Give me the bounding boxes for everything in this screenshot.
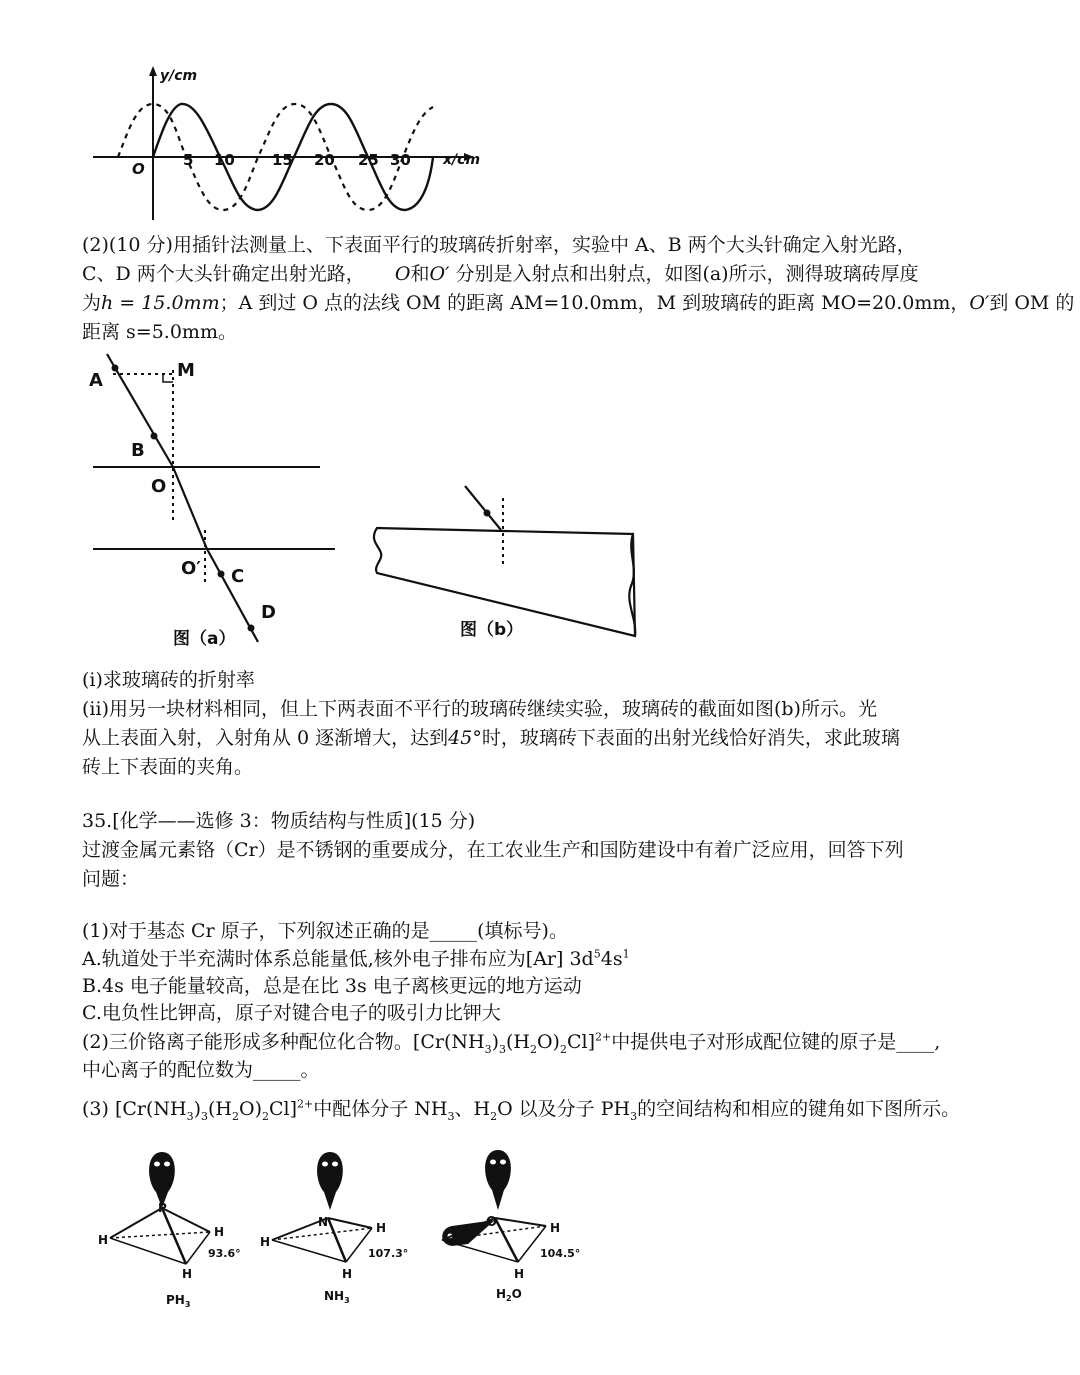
p3-i: 的空间结构和相应的键角如下图所示。: [637, 1098, 961, 1120]
sub-i: (i)求玻璃砖的折射率: [82, 669, 255, 691]
point-O: O: [394, 263, 411, 285]
sub-ii-line-2: [82, 725, 900, 752]
p2-sub3: 2: [529, 1042, 537, 1056]
q2-line-3b: ；A 到过 O 点的法线 OM 的距离 AM=10.0mm，M 到玻璃砖的距离 MO=20.0mm，: [219, 292, 970, 314]
q35-part-1: (1)对于基态 Cr 原子，下列叙述正确的是_____(填标号)。: [82, 920, 568, 942]
q2-line-3c: 到 OM 的: [989, 292, 1075, 314]
bond-line: [110, 1208, 162, 1238]
p2-f: 中提供电子对形成配位键的原子是____,: [611, 1031, 941, 1053]
lone-pair-ph3: [149, 1152, 175, 1208]
nh3-center: N: [318, 1215, 329, 1229]
p3-sup: 2+: [297, 1097, 314, 1111]
lone-pair-highlight: [154, 1162, 160, 1167]
ph3-h-bottom: H: [182, 1267, 193, 1281]
p3-sub6: 2: [490, 1109, 498, 1123]
bond-line: [162, 1208, 210, 1232]
nh3-h-bottom: H: [342, 1267, 353, 1281]
sub-ii-line-3: 砖上下表面的夹角。: [82, 756, 254, 778]
bond-line: [328, 1218, 372, 1228]
molecule-nh3: [260, 1152, 408, 1305]
figure-b-caption: 图（b）: [460, 620, 524, 640]
p2-sub2: 3: [498, 1042, 506, 1056]
option-B: B.4s 电子能量较高，总是在比 3s 电子离核更远的地方运动: [82, 975, 582, 997]
and-word: 和: [410, 263, 430, 285]
p3-sub7: 3: [630, 1109, 638, 1123]
p3-d: O): [239, 1098, 262, 1120]
ph3-name-sub: 3: [184, 1300, 191, 1309]
pin-D: [248, 625, 255, 632]
p3-sub1: 3: [186, 1109, 194, 1123]
y-axis-label: y/cm: [160, 68, 198, 84]
label-O: O: [151, 476, 167, 497]
pin-B: [151, 433, 158, 440]
bond-line: [442, 1240, 518, 1262]
p3-c: (H: [208, 1098, 232, 1120]
nh3-h-left: H: [260, 1235, 271, 1249]
q35-heading: 35.[化学——选修 3：物质结构与性质](15 分): [82, 810, 476, 832]
h2o-name-sub: 2: [506, 1294, 512, 1303]
x-tick-10: 10: [214, 151, 235, 169]
ph3-h-left: H: [98, 1233, 109, 1247]
y-axis-arrow: [149, 66, 157, 76]
label-M: M: [177, 360, 195, 381]
p3-sub2: 3: [201, 1109, 209, 1123]
nh3-name: [324, 1289, 350, 1305]
sub-ii-line-2a: 从上表面入射，入射角从 0 逐渐增大，达到: [82, 727, 449, 749]
ph3-name: [166, 1293, 190, 1309]
q2-line-2a: C、D 两个大头针确定出射光路，: [82, 263, 365, 285]
x-tick-25: 25: [358, 151, 379, 169]
label-B: B: [131, 440, 145, 461]
nh3-name-main: NH: [324, 1289, 345, 1303]
nh3-angle: 107.3°: [368, 1247, 409, 1260]
h2o-center: O: [486, 1215, 498, 1230]
q35-part-2: [82, 1029, 940, 1056]
point-O-prime: O′: [429, 263, 450, 285]
bond-line: [162, 1208, 186, 1264]
q2-line-2: [82, 261, 919, 288]
p3-a: (3) [Cr(NH: [82, 1098, 187, 1120]
bond-line: [110, 1238, 186, 1264]
ph3-name-main: PH: [166, 1293, 185, 1307]
p3-e: Cl]: [269, 1098, 298, 1120]
q2-line-4: 距离 s=5.0mm。: [82, 321, 237, 343]
p3-sub3: 2: [232, 1109, 239, 1123]
origin-label: O: [132, 160, 145, 178]
ph3-angle: 93.6°: [208, 1247, 241, 1260]
p2-d: O): [536, 1031, 560, 1053]
sub-ii-line-2b: 时，玻璃砖下表面的出射光线恰好消失，求此玻璃: [481, 727, 900, 749]
option-A-mid: 4s: [600, 948, 623, 970]
lone-pair-highlight: [490, 1160, 496, 1165]
lone-pair-highlight: [164, 1162, 170, 1167]
sub-ii-line-1: (ii)用另一块材料相同，但上下两表面不平行的玻璃砖继续实验，玻璃砖的截面如图(b)所示。光: [82, 698, 877, 720]
h2o-name-suffix: O: [511, 1287, 522, 1301]
q35-intro-1: 过渡金属元素铬（Cr）是不锈钢的重要成分，在工农业生产和国防建设中有着广泛应用，回答下列: [82, 839, 904, 861]
q2-line-3a: 为: [82, 292, 102, 314]
h2o-name: [496, 1287, 522, 1303]
label-D: D: [261, 602, 276, 623]
pin-C: [218, 571, 225, 578]
option-A-text: A.轨道处于半充满时体系总能量低,核外电子排布应为[Ar] 3d: [82, 948, 594, 970]
incident-ray-b: [465, 486, 501, 530]
q2-line-1: (2)(10 分)用插针法测量上、下表面平行的玻璃砖折射率，实验中 A、B 两个大头针确定入射光路，: [82, 234, 916, 256]
bond-line: [495, 1218, 518, 1262]
option-A: [82, 946, 630, 973]
ph3-center: P: [158, 1201, 167, 1215]
h2o-angle: 104.5°: [540, 1247, 581, 1260]
label-O-prime: O′: [181, 558, 202, 579]
figure-a-caption: 图（a）: [173, 629, 236, 649]
bond-line: [495, 1218, 546, 1226]
x-tick-20: 20: [314, 151, 335, 169]
p2-sub1: 3: [484, 1042, 492, 1056]
x-tick-5: 5: [183, 151, 194, 169]
h2o-h-bottom: H: [514, 1267, 525, 1281]
p2-e: Cl]: [566, 1031, 595, 1053]
x-tick-30: 30: [390, 151, 411, 169]
q2-line-3: [82, 290, 1074, 317]
label-A: A: [89, 370, 103, 391]
molecule-h2o: [442, 1150, 580, 1303]
option-A-sup2: 1: [622, 947, 630, 961]
p3-b: ): [193, 1098, 202, 1120]
ph3-h-right: H: [214, 1225, 225, 1239]
incident-angle: 45°: [448, 727, 482, 749]
option-A-sup1: 5: [593, 947, 601, 961]
nh3-h-right: H: [376, 1221, 387, 1235]
point-O-prime-2: O′: [969, 292, 990, 314]
p3-h: O 以及分子 PH: [497, 1098, 631, 1120]
right-angle-mark: [163, 374, 173, 382]
p2-sub4: 2: [559, 1042, 567, 1056]
p2-a: (2)三价铬离子能形成多种配位化合物。[Cr(NH: [82, 1031, 485, 1053]
p3-sub4: 2: [262, 1109, 269, 1123]
lone-pair-highlight: [322, 1162, 328, 1167]
molecule-structures: [90, 1140, 610, 1315]
p3-f: 中配体分子 NH: [313, 1098, 448, 1120]
pin-A: [112, 365, 119, 372]
lone-pair-highlight: [332, 1162, 338, 1167]
wave-figure: [88, 62, 488, 222]
h2o-h-right: H: [550, 1221, 561, 1235]
x-axis-label: x/cm: [443, 152, 481, 168]
p3-sub5: 3: [447, 1109, 455, 1123]
figure-b: [365, 478, 655, 648]
lone-pair-highlight: [500, 1160, 506, 1165]
bond-line: [186, 1232, 210, 1264]
option-C: C.电负性比钾高，原子对键合电子的吸引力比钾大: [82, 1002, 501, 1024]
x-tick-15: 15: [272, 151, 293, 169]
q35-part-3: [82, 1096, 960, 1123]
q35-intro-2: 问题：: [82, 868, 140, 890]
bond-line: [328, 1218, 346, 1262]
p2-sup: 2+: [595, 1030, 612, 1044]
h2o-name-main: H: [496, 1287, 507, 1301]
thickness-expr: h = 15.0mm: [101, 292, 220, 314]
bond-line: [110, 1232, 210, 1238]
pin-b: [484, 510, 491, 517]
bond-line: [272, 1240, 346, 1262]
lone-pair-h2o-top: [485, 1150, 511, 1210]
p2-b: ): [491, 1031, 499, 1053]
q35-part-2-line-2: 中心离子的配位数为_____。: [82, 1059, 320, 1081]
figure-a: [85, 352, 345, 652]
nh3-name-sub: 3: [344, 1296, 350, 1305]
p3-g: 、H: [454, 1098, 491, 1120]
p2-c: (H: [505, 1031, 530, 1053]
refracted-ray: [173, 467, 207, 549]
lone-pair-nh3: [317, 1152, 343, 1210]
label-C: C: [231, 566, 245, 587]
q2-line-2b: 分别是入射点和出射点，如图(a)所示，测得玻璃砖厚度: [455, 263, 919, 285]
molecule-ph3: [98, 1152, 241, 1309]
